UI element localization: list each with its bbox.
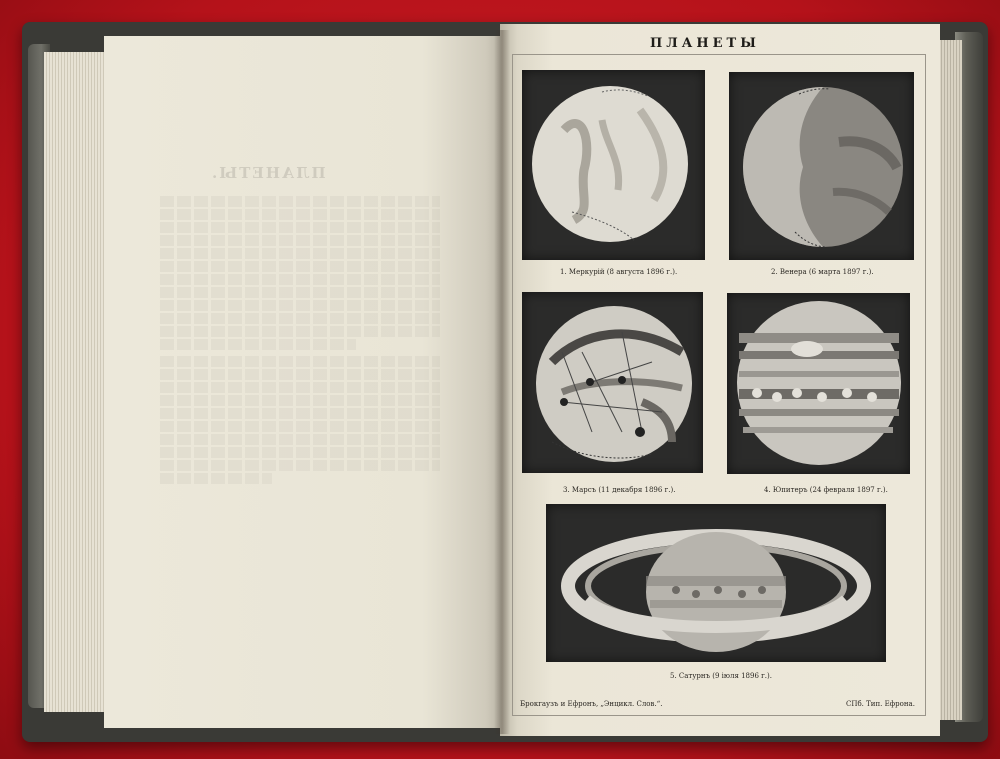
footer-printer: СПб. Тип. Ефрона. bbox=[846, 700, 915, 708]
mercury-plate bbox=[522, 70, 705, 260]
saturn-caption: 5. Сатурнъ (9 іюля 1896 г.). bbox=[670, 672, 772, 680]
saturn-plate bbox=[546, 504, 886, 662]
mars-caption: 3. Марсъ (11 декабря 1896 г.). bbox=[563, 486, 676, 494]
mercury-drawing bbox=[522, 70, 705, 260]
saturn-drawing bbox=[546, 504, 886, 662]
footer-publisher: Брокгаузъ и Ефронъ, „Энцикл. Слов.“. bbox=[520, 700, 663, 708]
book-gutter-shadow bbox=[494, 30, 510, 734]
jupiter-drawing bbox=[727, 293, 910, 474]
venus-drawing bbox=[729, 72, 914, 260]
jupiter-plate bbox=[727, 293, 910, 474]
mercury-caption: 1. Меркурій (8 августа 1896 г.). bbox=[560, 268, 678, 276]
mars-drawing bbox=[522, 292, 703, 473]
left-page-bleedthrough-title: ПЛАНЕТЫ. bbox=[210, 164, 326, 182]
left-page bbox=[104, 36, 502, 728]
mars-plate bbox=[522, 292, 703, 473]
left-page-bleedthrough-text bbox=[160, 196, 440, 486]
venus-plate bbox=[729, 72, 914, 260]
page-title: ПЛАНЕТЫ bbox=[650, 36, 760, 51]
jupiter-caption: 4. Юпитеръ (24 февраля 1897 г.). bbox=[764, 486, 888, 494]
venus-caption: 2. Венера (6 марта 1897 г.). bbox=[771, 268, 874, 276]
